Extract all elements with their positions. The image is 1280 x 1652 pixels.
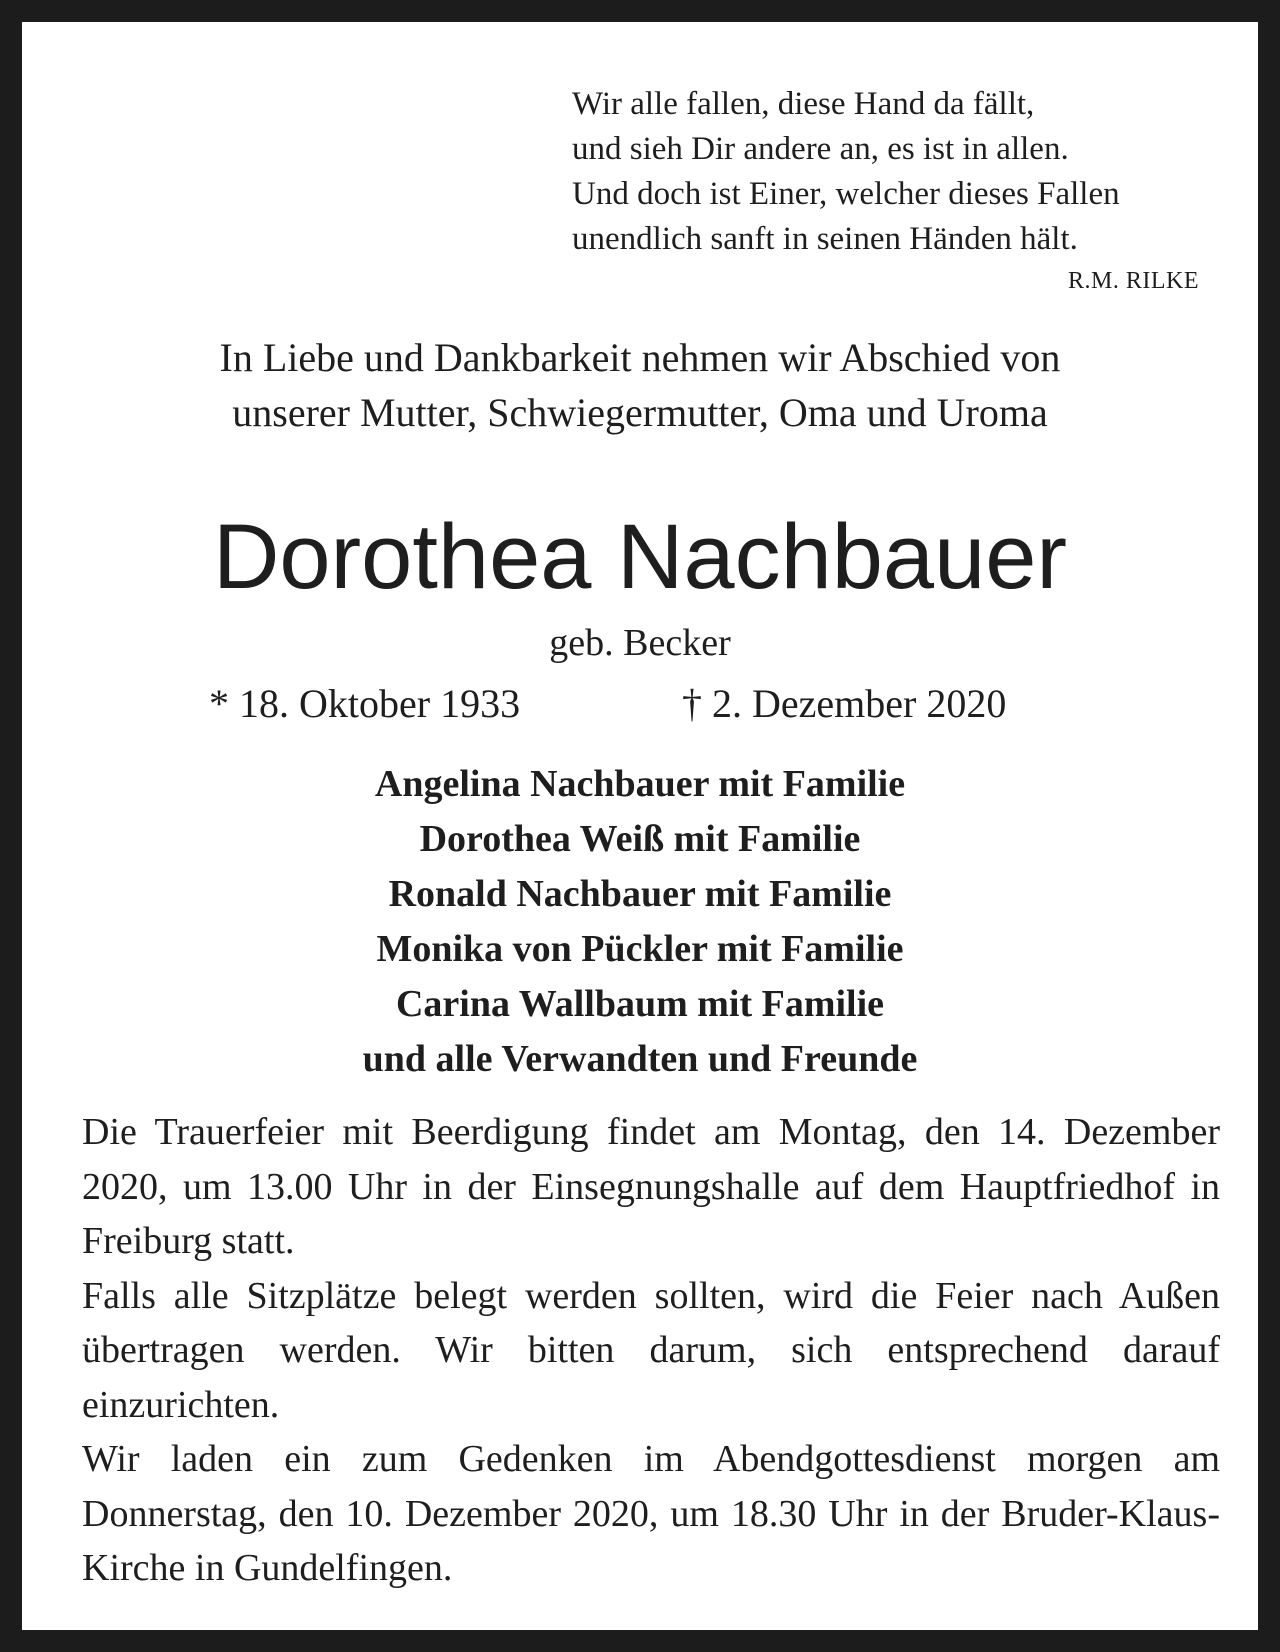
poem-line: und sieh Dir andere an, es ist in allen. bbox=[572, 131, 1069, 167]
mourner-entry: und alle Verwandten und Freunde bbox=[362, 1038, 918, 1080]
deceased-name: Dorothea Nachbauer bbox=[212, 506, 1068, 608]
mourner-entry: Ronald Nachbauer mit Familie bbox=[388, 873, 892, 915]
birth-date: * 18. Oktober 1933 bbox=[209, 681, 521, 726]
mourner-entry: Dorothea Weiß mit Familie bbox=[419, 818, 861, 860]
poem-line: Und doch ist Einer, welcher dieses Fallen bbox=[572, 176, 1120, 212]
memorial-service-paragraph: Wir laden ein zum Gedenken im Abendgottesdienst morgen am Donnerstag, den 10. Dezember 2020, um 18.30 Uhr in der Bruder-Klaus-Kirche in Gundelfingen. bbox=[82, 1438, 1220, 1589]
seating-note-paragraph: Falls alle Sitzplätze belegt werden sollten, wird die Feier nach Außen übertragen werden. Wir bitten darum, sich entsprechend darauf einzurichten. bbox=[82, 1274, 1220, 1426]
poem-quote bbox=[572, 82, 1202, 298]
intro-line-2: unserer Mutter, Schwiegermutter, Oma und Uroma bbox=[232, 390, 1048, 435]
poem-author: R.M. RILKE bbox=[1068, 268, 1199, 294]
mourner-entry: Monika von Pückler mit Familie bbox=[376, 928, 904, 970]
funeral-details-paragraph: Die Trauerfeier mit Beerdigung findet am Montag, den 14. Dezember 2020, um 13.00 Uhr in der Einsegnungshalle auf dem Hauptfriedhof in Freiburg statt. bbox=[82, 1111, 1220, 1262]
poem-line: unendlich sanft in seinen Händen hält. bbox=[572, 221, 1078, 257]
maiden-name: geb. Becker bbox=[549, 622, 731, 664]
intro-text bbox=[22, 330, 1258, 440]
intro-line-1: In Liebe und Dankbarkeit nehmen wir Abschied von bbox=[219, 335, 1061, 380]
mourner-entry: Angelina Nachbauer mit Familie bbox=[374, 763, 906, 805]
obituary-notice bbox=[22, 22, 1258, 1630]
poem-line: Wir alle fallen, diese Hand da fällt, bbox=[572, 86, 1035, 122]
death-date: † 2. Dezember 2020 bbox=[682, 681, 1007, 726]
mourners-list bbox=[22, 757, 1258, 1087]
mourner-entry: Carina Wallbaum mit Familie bbox=[395, 983, 885, 1025]
funeral-information bbox=[82, 1105, 1220, 1596]
